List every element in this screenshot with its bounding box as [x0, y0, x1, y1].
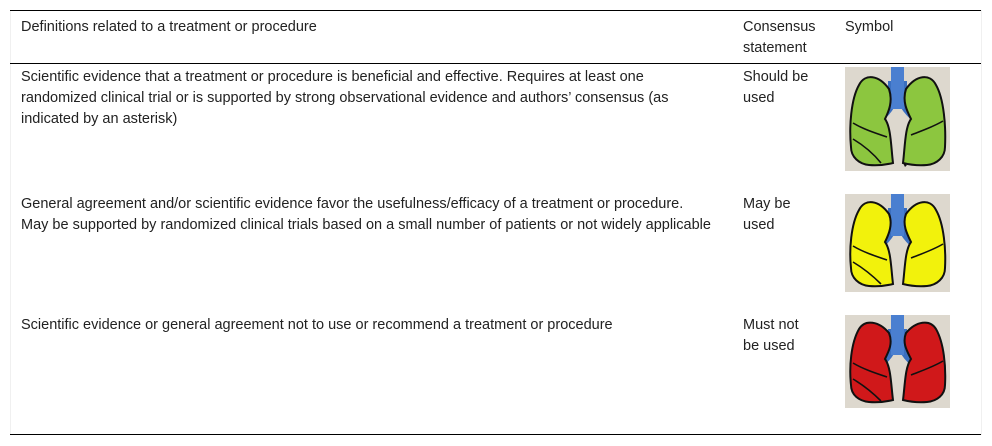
yellow-lungs-icon: [845, 194, 950, 292]
green-lungs-icon: [845, 67, 950, 171]
row-3-consensus: Must not be used: [743, 317, 799, 354]
row-2-definition: General agreement and/or scientific evidence favor the usefulness/efficacy of a treatment or procedure. May be supported by randomized clinical trials based on a small number of patients or not widely applicable: [21, 196, 711, 233]
table-header-rule: [10, 63, 981, 64]
table-top-rule: [10, 10, 981, 11]
row-3-definition: Scientific evidence or general agreement not to use or recommend a treatment or procedure: [21, 317, 613, 333]
table-bottom-rule: [10, 434, 981, 435]
row-1-definition: Scientific evidence that a treatment or procedure is beneficial and effective. Requires at least one randomized clinical trial or is supported by strong observational evidence and authors’ consensus (as indicated by an asterisk): [21, 69, 669, 127]
red-lungs-icon: [845, 315, 950, 408]
header-consensus: Consensus statement: [743, 19, 816, 56]
row-1-consensus: Should be used: [743, 69, 809, 106]
row-2-consensus: May be used: [743, 196, 791, 233]
header-definition: Definitions related to a treatment or procedure: [21, 19, 317, 35]
header-symbol: Symbol: [845, 19, 894, 35]
